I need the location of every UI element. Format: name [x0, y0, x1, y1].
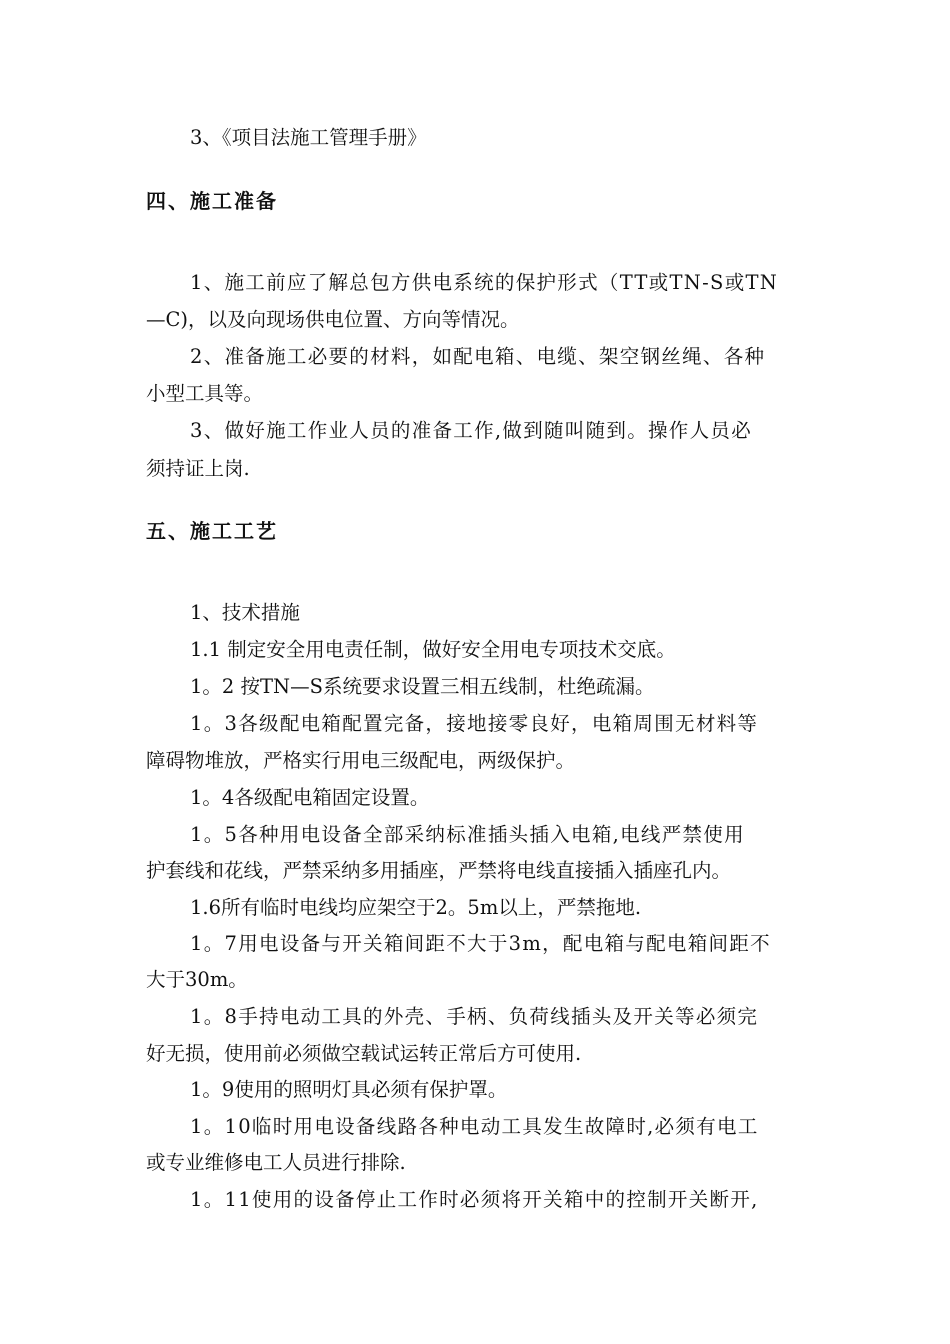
paragraph-line: 好无损，使用前必须做空载试运转正常后方可使用.: [146, 1042, 582, 1065]
paragraph-line: 1、施工前应了解总包方供电系统的保护形式（TT或TN-S或TN: [190, 271, 779, 294]
paragraph-line: 3、做好施工作业人员的准备工作,做到随叫随到。操作人员必: [190, 419, 753, 442]
paragraph-line: 1.1 制定安全用电责任制，做好安全用电专项技术交底。: [190, 638, 676, 661]
paragraph-line: 1。10临时用电设备线路各种电动工具发生故障时,必须有电工: [190, 1115, 759, 1138]
paragraph-line: 2、准备施工必要的材料，如配电箱、电缆、架空钢丝绳、各种: [190, 345, 766, 368]
paragraph-line: 或专业维修电工人员进行排除.: [146, 1151, 406, 1174]
paragraph-line: 1。8手持电动工具的外壳、手柄、负荷线插头及开关等必须完: [190, 1005, 759, 1028]
paragraph-line: 1。5各种用电设备全部采纳标准插头插入电箱,电线严禁使用: [190, 823, 745, 846]
paragraph-line: 1。7用电设备与开关箱间距不大于3m，配电箱与配电箱间距不: [190, 932, 771, 955]
paragraph-line: —C)，以及向现场供电位置、方向等情况。: [146, 308, 520, 331]
section-heading: 四、施工准备: [146, 189, 278, 213]
paragraph-line: 护套线和花线，严禁采纳多用插座，严禁将电线直接插入插座孔内。: [146, 859, 732, 882]
paragraph-line: 1。11使用的设备停止工作时必须将开关箱中的控制开关断开,: [190, 1188, 759, 1211]
reference-item: 3、《项目法施工管理手册》: [190, 126, 427, 149]
section-heading: 五、施工工艺: [146, 519, 278, 543]
paragraph-line: 须持证上岗.: [146, 457, 250, 480]
paragraph-line: 1。2 按TN—S系统要求设置三相五线制，杜绝疏漏。: [190, 675, 655, 698]
paragraph-line: 1。3各级配电箱配置完备，接地接零良好，电箱周围无材料等: [190, 712, 759, 735]
paragraph-line: 1。4各级配电箱固定设置。: [190, 786, 430, 809]
paragraph-line: 小型工具等。: [146, 382, 264, 405]
subsection-heading: 1、技术措施: [190, 601, 300, 624]
paragraph-line: 大于30m。: [146, 968, 248, 991]
paragraph-line: 1.6所有临时电线均应架空于2。5m以上，严禁拖地.: [190, 896, 642, 919]
paragraph-line: 障碍物堆放，严格实行用电三级配电，两级保护。: [146, 749, 576, 772]
paragraph-line: 1。9使用的照明灯具必须有保护罩。: [190, 1078, 508, 1101]
